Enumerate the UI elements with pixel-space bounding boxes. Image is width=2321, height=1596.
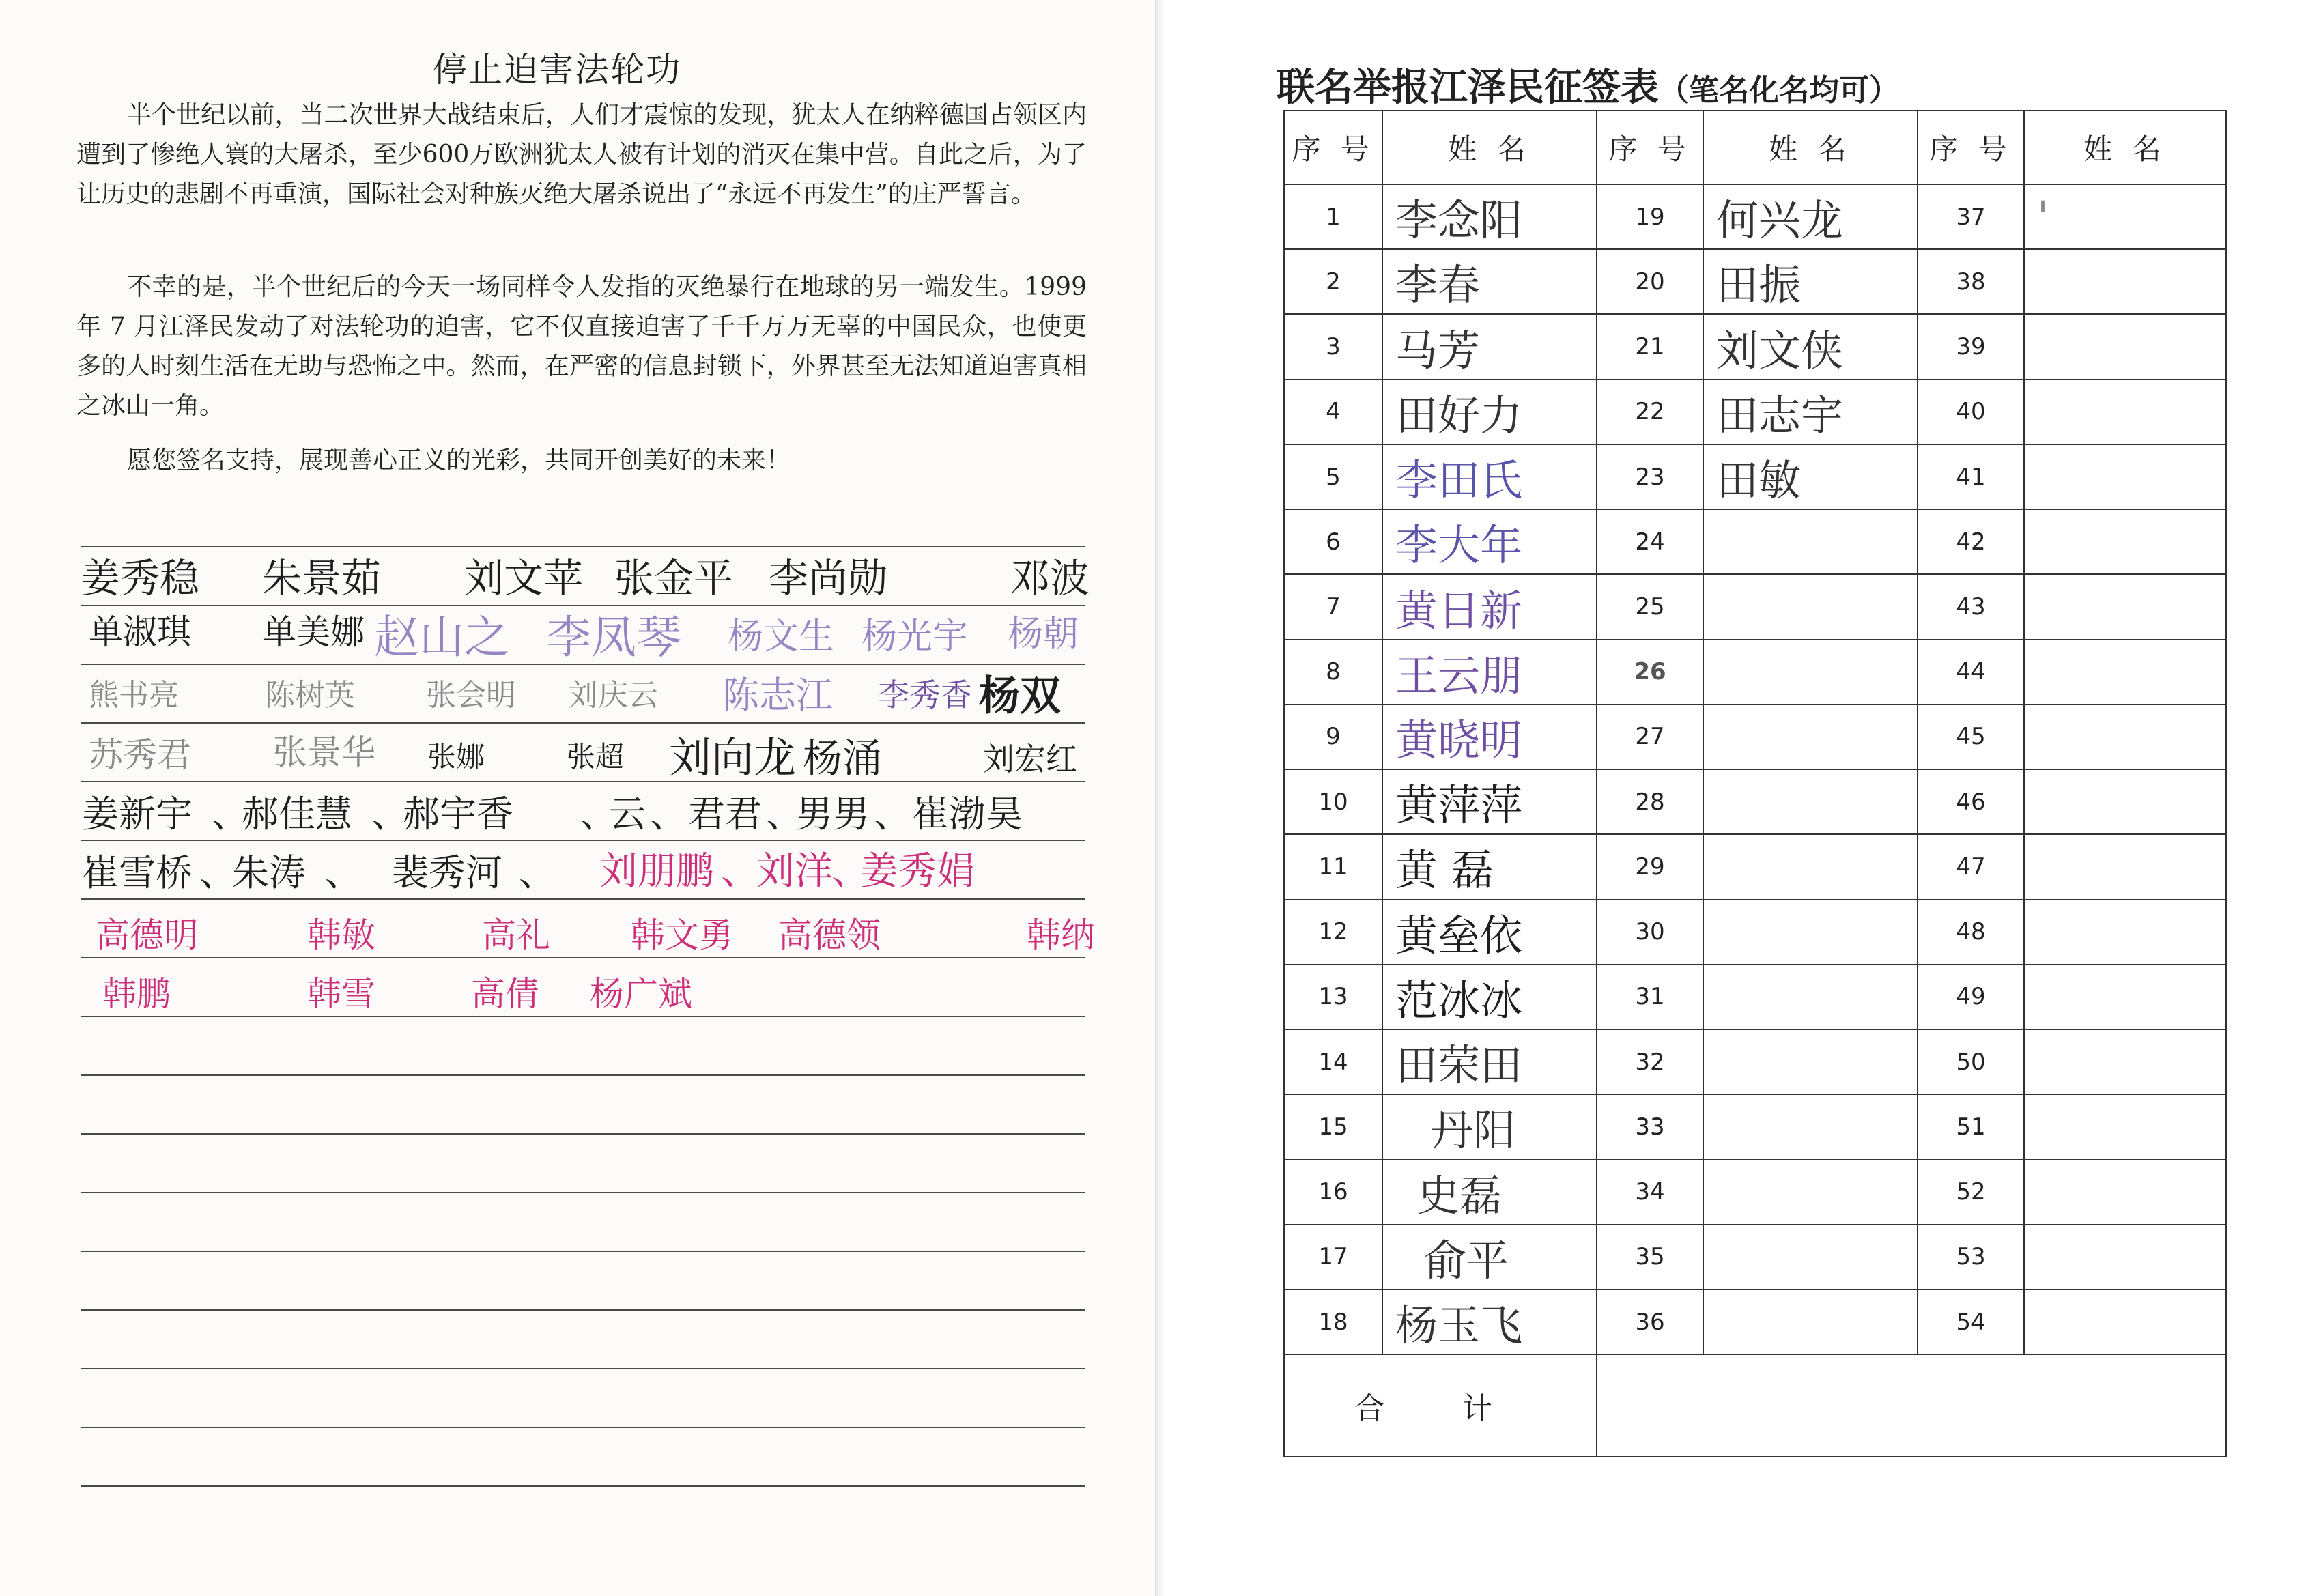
serial-cell: 43 xyxy=(1918,574,2024,639)
form-title xyxy=(1277,57,1899,112)
ruled-line xyxy=(81,722,1085,724)
serial-cell: 3 xyxy=(1284,314,1382,379)
name-cell xyxy=(1382,900,1597,965)
signature: ' xyxy=(2037,192,2049,242)
table-row xyxy=(1284,900,2226,965)
table-row xyxy=(1284,1160,2226,1225)
signature: 田好力 xyxy=(1395,390,1523,440)
ruled-line xyxy=(81,781,1085,782)
signature: 田荣田 xyxy=(1395,1040,1523,1091)
name-cell xyxy=(1703,769,1918,834)
serial-cell: 39 xyxy=(1918,314,2024,379)
signature: 云 xyxy=(609,793,646,836)
signature: 、 xyxy=(650,793,687,836)
serial-cell: 27 xyxy=(1597,704,1703,769)
signature: 杨光宇 xyxy=(862,616,969,657)
signature: 黄日新 xyxy=(1395,585,1523,636)
table-row xyxy=(1284,184,2226,249)
name-cell xyxy=(2024,380,2226,444)
signature: 君君 xyxy=(688,793,762,836)
serial-cell: 20 xyxy=(1597,249,1703,314)
name-cell xyxy=(2024,1289,2226,1354)
signature: 王云朋 xyxy=(1395,650,1523,700)
table-row xyxy=(1284,380,2226,444)
signature: 崔渤昊 xyxy=(912,793,1023,836)
serial-cell: 29 xyxy=(1597,834,1703,899)
table-row xyxy=(1284,509,2226,574)
signature: 李凤琴 xyxy=(546,611,681,664)
serial-cell: 24 xyxy=(1597,509,1703,574)
name-cell xyxy=(1703,834,1918,899)
serial-cell: 35 xyxy=(1597,1225,1703,1289)
paragraph-appeal: 愿您签名支持，展现善心正义的光彩，共同开创美好的未来！ xyxy=(127,446,791,474)
signature: 、 xyxy=(212,793,248,836)
name-cell xyxy=(2024,704,2226,769)
name-cell xyxy=(1703,574,1918,639)
serial-cell: 34 xyxy=(1597,1160,1703,1225)
serial-cell: 30 xyxy=(1597,900,1703,965)
signature: 张超 xyxy=(567,740,625,773)
table-row xyxy=(1284,574,2226,639)
ruled-line xyxy=(81,1309,1085,1311)
ruled-line xyxy=(81,1485,1085,1487)
signature: 李大年 xyxy=(1395,520,1523,571)
signature: 高德明 xyxy=(96,915,198,955)
signature: 田振 xyxy=(1716,260,1802,311)
paragraph-persecution: 不幸的是，半个世纪后的今天一场同样令人发指的灭绝暴行在地球的另一端发生。1999 年 7 月江泽民发动了对法轮功的迫害，它不仅直接迫害了千千万万无辜的中国民众，也使更多的人时刻生活在无助与恐怖之中。然而，在严密的信息封锁下，外界甚至无法知道迫害真相之冰山一角。 xyxy=(76,273,1087,420)
name-cell xyxy=(2024,574,2226,639)
ruled-line xyxy=(81,957,1085,958)
signature: 黄垒依 xyxy=(1395,910,1523,960)
serial-cell: 1 xyxy=(1284,184,1382,249)
signature: 高倩 xyxy=(471,974,539,1014)
signature: 杨双 xyxy=(979,672,1061,720)
serial-cell: 9 xyxy=(1284,704,1382,769)
serial-cell: 42 xyxy=(1918,509,2024,574)
signature: 刘文侠 xyxy=(1716,325,1844,375)
signature-table xyxy=(1283,110,2227,1457)
signature: 、 xyxy=(519,851,556,894)
name-cell xyxy=(2024,965,2226,1029)
name-cell xyxy=(1382,1094,1597,1159)
name-cell xyxy=(1703,1094,1918,1159)
name-cell xyxy=(1382,1289,1597,1354)
signature: 李春 xyxy=(1395,260,1481,311)
total-value xyxy=(1597,1354,2226,1457)
serial-cell: 22 xyxy=(1597,380,1703,444)
name-cell xyxy=(1703,640,1918,704)
name-cell xyxy=(1703,1160,1918,1225)
signature: 、 xyxy=(874,793,911,836)
table-row xyxy=(1284,834,2226,899)
serial-cell: 50 xyxy=(1918,1029,2024,1094)
signature: 杨文生 xyxy=(728,616,835,657)
serial-cell: 52 xyxy=(1918,1160,2024,1225)
name-cell xyxy=(2024,314,2226,379)
serial-cell: 11 xyxy=(1284,834,1382,899)
name-cell xyxy=(2024,900,2226,965)
name-cell xyxy=(1382,380,1597,444)
signature: 裴秀河 xyxy=(392,851,502,894)
header-serial: 序 号 xyxy=(1918,111,2024,184)
name-cell xyxy=(1703,965,1918,1029)
name-cell xyxy=(1382,704,1597,769)
table-row xyxy=(1284,249,2226,314)
signature: 黄晓明 xyxy=(1395,715,1523,765)
signature: 刘文苹 xyxy=(464,555,584,601)
header-serial: 序 号 xyxy=(1597,111,1703,184)
signature: 刘向龙 xyxy=(669,732,797,782)
signature: 朱涛 xyxy=(232,851,306,894)
serial-cell: 15 xyxy=(1284,1094,1382,1159)
serial-cell: 25 xyxy=(1597,574,1703,639)
serial-cell: 10 xyxy=(1284,769,1382,834)
serial-cell: 7 xyxy=(1284,574,1382,639)
signature: 高礼 xyxy=(482,915,550,955)
signature: 姜新宇 xyxy=(82,793,193,836)
name-cell xyxy=(1382,834,1597,899)
ruled-line xyxy=(81,1016,1085,1017)
signature: 、 xyxy=(580,793,617,836)
name-cell xyxy=(1382,640,1597,704)
signature: 韩敏 xyxy=(307,915,375,955)
signature: 杨玉飞 xyxy=(1395,1300,1523,1351)
name-cell xyxy=(2024,1029,2226,1094)
form-title-main: 联名举报江泽民征签表 xyxy=(1277,66,1659,110)
name-cell xyxy=(2024,1225,2226,1289)
header-serial: 序 号 xyxy=(1284,111,1382,184)
table-row xyxy=(1284,1289,2226,1354)
name-cell xyxy=(1382,509,1597,574)
total-label: 合 计 xyxy=(1284,1354,1597,1457)
name-cell xyxy=(2024,1160,2226,1225)
serial-cell: 32 xyxy=(1597,1029,1703,1094)
signature: 何兴龙 xyxy=(1716,195,1844,246)
signature: 单淑琪 xyxy=(89,612,191,652)
serial-cell: 46 xyxy=(1918,769,2024,834)
serial-cell: 2 xyxy=(1284,249,1382,314)
name-cell xyxy=(1382,574,1597,639)
signature: 张会明 xyxy=(426,678,516,713)
serial-cell: 48 xyxy=(1918,900,2024,965)
name-cell xyxy=(1703,380,1918,444)
header-name: 姓 名 xyxy=(2024,111,2226,184)
name-cell xyxy=(2024,640,2226,704)
signature: 韩雪 xyxy=(307,974,375,1014)
signature: 崔雪桥 xyxy=(82,851,193,894)
ruled-line xyxy=(81,1192,1085,1193)
signature: 陈树英 xyxy=(265,678,355,713)
serial-cell: 17 xyxy=(1284,1225,1382,1289)
name-cell xyxy=(1703,900,1918,965)
signature: 姜秀稳 xyxy=(81,555,200,601)
signature: 朱景茹 xyxy=(262,555,382,601)
name-cell xyxy=(1382,444,1597,509)
signature: 韩鹏 xyxy=(102,974,171,1014)
serial-cell: 33 xyxy=(1597,1094,1703,1159)
signature: 俞平 xyxy=(1424,1235,1509,1285)
name-cell xyxy=(1703,704,1918,769)
signature: 田敏 xyxy=(1716,455,1802,506)
signature: 、 xyxy=(721,849,759,894)
name-cell xyxy=(1703,184,1918,249)
name-cell xyxy=(2024,769,2226,834)
signature: 、 xyxy=(766,793,803,836)
signature: 刘朋鹏 xyxy=(599,849,714,894)
serial-cell: 12 xyxy=(1284,900,1382,965)
header-name: 姓 名 xyxy=(1382,111,1597,184)
signature: 张娜 xyxy=(427,740,485,773)
signature: 刘庆云 xyxy=(568,678,658,713)
signature: 黄 磊 xyxy=(1395,845,1494,896)
page-fold xyxy=(1155,0,1164,1596)
signature: 田志宇 xyxy=(1716,390,1844,440)
signature: 刘宏红 xyxy=(983,741,1077,778)
serial-cell: 28 xyxy=(1597,769,1703,834)
serial-cell: 53 xyxy=(1918,1225,2024,1289)
signature: 赵山之 xyxy=(374,611,509,664)
name-cell xyxy=(1382,184,1597,249)
header-name: 姓 名 xyxy=(1703,111,1918,184)
serial-cell: 45 xyxy=(1918,704,2024,769)
signature: 高德领 xyxy=(778,915,881,955)
name-cell xyxy=(1703,1289,1918,1354)
signature: 单美娜 xyxy=(262,612,365,652)
table-row xyxy=(1284,965,2226,1029)
table-header-row xyxy=(1284,111,2226,184)
name-cell xyxy=(1703,1225,1918,1289)
serial-cell: 21 xyxy=(1597,314,1703,379)
signature: 郝佳慧 xyxy=(242,793,352,836)
name-cell xyxy=(2024,184,2226,249)
table-row xyxy=(1284,1029,2226,1094)
ruled-line xyxy=(81,898,1085,900)
serial-cell: 47 xyxy=(1918,834,2024,899)
signature: 男男 xyxy=(796,793,870,836)
serial-cell: 36 xyxy=(1597,1289,1703,1354)
left-page-title: 停止迫害法轮功 xyxy=(433,50,681,89)
name-cell xyxy=(1703,509,1918,574)
signature: 李秀香 xyxy=(878,676,972,713)
serial-cell: 31 xyxy=(1597,965,1703,1029)
ruled-line xyxy=(81,1368,1085,1369)
signature: 张景华 xyxy=(273,732,375,772)
name-cell xyxy=(2024,509,2226,574)
paragraph-history: 半个世纪以前，当二次世界大战结束后，人们才震惊的发现，犹太人在纳粹德国占领区内遭到了惨绝人寰的大屠杀，至少600万欧洲犹太人被有计划的消灭在集中营。自此之后，为了让历史的悲剧不再重演，国际社会对种族灭绝大屠杀说出了“永远不再发生”的庄严誓言。 xyxy=(76,101,1087,208)
total-row xyxy=(1284,1354,2226,1457)
serial-cell: 6 xyxy=(1284,509,1382,574)
signature: 韩文勇 xyxy=(631,915,733,955)
name-cell xyxy=(1382,249,1597,314)
serial-cell: 23 xyxy=(1597,444,1703,509)
signature: 熊书亮 xyxy=(89,678,179,713)
name-cell xyxy=(1382,769,1597,834)
signature: 苏秀君 xyxy=(89,735,191,775)
name-cell xyxy=(1382,314,1597,379)
petition-left-sheet xyxy=(0,0,1155,1596)
signature: 、 xyxy=(199,851,236,894)
name-cell xyxy=(2024,834,2226,899)
serial-cell: 5 xyxy=(1284,444,1382,509)
signature: 史磊 xyxy=(1417,1170,1503,1221)
serial-cell: 19 xyxy=(1597,184,1703,249)
serial-cell: 49 xyxy=(1918,965,2024,1029)
serial-cell: 14 xyxy=(1284,1029,1382,1094)
name-cell xyxy=(1382,1225,1597,1289)
signature: 李念阳 xyxy=(1395,195,1523,246)
name-cell xyxy=(1703,249,1918,314)
signature: 李田氏 xyxy=(1395,455,1523,506)
signature: 李尚勋 xyxy=(769,555,888,601)
signature: 杨涌 xyxy=(803,735,883,782)
serial-cell: 13 xyxy=(1284,965,1382,1029)
name-cell xyxy=(1382,1029,1597,1094)
serial-cell: 38 xyxy=(1918,249,2024,314)
serial-cell: 41 xyxy=(1918,444,2024,509)
ruled-line xyxy=(81,1251,1085,1252)
table-row xyxy=(1284,1225,2226,1289)
table-row xyxy=(1284,444,2226,509)
serial-cell: 51 xyxy=(1918,1094,2024,1159)
signature: 丹阳 xyxy=(1431,1105,1516,1156)
signature: 杨朝 xyxy=(1008,614,1079,655)
serial-cell: 54 xyxy=(1918,1289,2024,1354)
signature: 郝宇香 xyxy=(403,793,513,836)
signature: 范冰冰 xyxy=(1395,975,1523,1025)
serial-cell: 40 xyxy=(1918,380,2024,444)
name-cell xyxy=(2024,444,2226,509)
signature: 韩纳 xyxy=(1027,915,1095,955)
table-row xyxy=(1284,640,2226,704)
signature: 邓波 xyxy=(1010,555,1090,601)
table-row xyxy=(1284,704,2226,769)
serial-cell: 16 xyxy=(1284,1160,1382,1225)
table-row xyxy=(1284,769,2226,834)
name-cell xyxy=(1382,1160,1597,1225)
serial-cell: 26 xyxy=(1597,640,1703,704)
ruled-line xyxy=(81,1133,1085,1135)
name-cell xyxy=(2024,1094,2226,1159)
ruled-line xyxy=(81,1427,1085,1428)
serial-cell: 18 xyxy=(1284,1289,1382,1354)
signature: 刘洋 xyxy=(756,849,833,894)
signature: 马芳 xyxy=(1395,325,1481,375)
signature: 姜秀娟 xyxy=(860,849,975,894)
ruled-line xyxy=(81,1074,1085,1076)
serial-cell: 44 xyxy=(1918,640,2024,704)
name-cell xyxy=(2024,249,2226,314)
signature: 、 xyxy=(831,849,870,894)
signature: 黄萍萍 xyxy=(1395,780,1523,831)
name-cell xyxy=(1703,444,1918,509)
signature: 、 xyxy=(371,793,408,836)
signature: 陈志江 xyxy=(722,674,833,717)
serial-cell: 8 xyxy=(1284,640,1382,704)
table-row xyxy=(1284,314,2226,379)
name-cell xyxy=(1703,1029,1918,1094)
signature: 杨广斌 xyxy=(590,974,692,1014)
table-row xyxy=(1284,1094,2226,1159)
name-cell xyxy=(1703,314,1918,379)
serial-cell: 37 xyxy=(1918,184,2024,249)
signature: 、 xyxy=(325,851,362,894)
name-cell xyxy=(1382,965,1597,1029)
form-subtitle: （笔名化名均可） xyxy=(1659,73,1899,108)
serial-cell: 4 xyxy=(1284,380,1382,444)
signature: 张金平 xyxy=(614,555,734,601)
